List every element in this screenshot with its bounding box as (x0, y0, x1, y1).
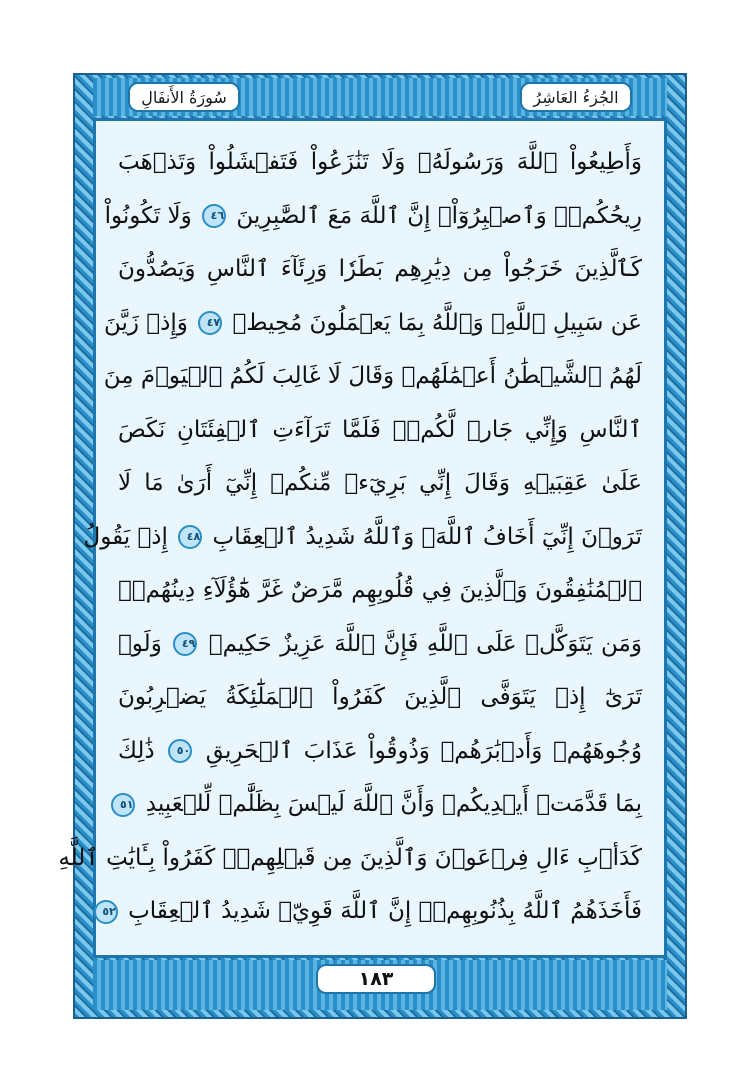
verse-line (118, 408, 642, 452)
verse-text: وُجُوهَهُمۡ وَأَدۡبَٰرَهُمۡ وَذُوقُواْ عَذَابَ ٱلۡحَرِيقِ (195, 737, 642, 764)
ayah-number-marker: ٤٧ (198, 311, 222, 335)
ayah-number-marker: ٤٩ (173, 632, 197, 656)
ayah-number-marker: ٥٢ (94, 900, 118, 924)
verse-line (118, 461, 642, 505)
verse-line (118, 782, 642, 826)
verse-text: عَن سَبِيلِ ٱللَّهِۚ وَٱللَّهُ بِمَا يَعۡمَلُونَ مُحِيطٞ (225, 309, 642, 336)
verse-text: ٱلنَّاسِ وَإِنِّي جَارٞ لَّكُمۡۖ فَلَمَّا تَرَآءَتِ ٱلۡفِئَتَانِ نَكَصَ (118, 416, 642, 443)
ayah-number-marker: ٤٦ (202, 204, 226, 228)
verse-text-continued: ذَٰلِكَ (118, 737, 166, 764)
verse-line (103, 301, 642, 345)
verse-line (118, 622, 642, 666)
verse-text: فَأَخَذَهُمُ ٱللَّهُ بِذُنُوبِهِمۡۚ إِنَّ ٱللَّهَ قَوِيّٞ شَدِيدُ ٱلۡعِقَابِ (120, 898, 642, 924)
verse-text: وَمَن يَتَوَكَّلۡ عَلَى ٱللَّهِ فَإِنَّ ٱللَّهَ عَزِيزٌ حَكِيمٞ (200, 630, 642, 657)
verse-text: كَٱلَّذِينَ خَرَجُواْ مِن دِيَٰرِهِم بَطَرٗا وَرِئَآءَ ٱلنَّاسِ وَيَصُدُّونَ (118, 256, 642, 282)
ayah-number-marker: ٥٠ (168, 739, 192, 763)
verse-text: ٱلۡمُنَٰفِقُونَ وَٱلَّذِينَ فِي قُلُوبِهِم مَّرَضٌ غَرَّ هَٰٓؤُلَآءِ دِينُهُمۡۗ (118, 577, 642, 603)
verse-text: وَأَطِيعُواْ ٱللَّهَ وَرَسُولَهُۥ وَلَا تَنَٰزَعُواْ فَتَفۡشَلُواْ وَتَذۡهَبَ (118, 149, 642, 175)
verse-text-continued: وَلَا تَكُونُواْ (104, 202, 200, 229)
verse-line (103, 354, 642, 398)
verse-line (118, 247, 642, 291)
page-number: ١٨٣ (316, 964, 436, 994)
verse-line (118, 729, 642, 773)
verse-text: لَهُمُ ٱلشَّيۡطَٰنُ أَعۡمَٰلَهُمۡ وَقَالَ لَا غَالِبَ لَكُمُ ٱلۡيَوۡمَ مِنَ (103, 363, 642, 389)
verse-line (118, 568, 642, 612)
verse-line (104, 194, 642, 238)
verse-text: رِيحُكُمۡۖ وَٱصۡبِرُوٓاْۚ إِنَّ ٱللَّهَ مَعَ ٱلصَّٰبِرِينَ (229, 202, 642, 229)
verse-line (58, 836, 642, 880)
verse-text: تَرَىٰٓ إِذۡ يَتَوَفَّى ٱلَّذِينَ كَفَرُواْ ٱلۡمَلَٰٓئِكَةُ يَضۡرِبُونَ (118, 684, 642, 710)
verse-text: كَدَأۡبِ ءَالِ فِرۡعَوۡنَ وَٱلَّذِينَ مِن قَبۡلِهِمۡۚ كَفَرُواْ بِـَٔايَٰتِ ٱللَّهِ (58, 844, 642, 871)
ayah-number-marker: ٤٨ (178, 525, 202, 549)
verse-text-continued: وَإِذۡ زَيَّنَ (103, 309, 196, 336)
verse-text: تَرَوۡنَ إِنِّيٓ أَخَافُ ٱللَّهَۚ وَٱللَّهُ شَدِيدُ ٱلۡعِقَابِ (205, 523, 642, 550)
verse-line (118, 140, 642, 184)
verse-line (83, 515, 642, 559)
ayah-number-marker: ٥١ (111, 793, 135, 817)
verse-text-continued: إِذۡ يَقُولُ (83, 523, 176, 550)
verse-line (102, 889, 642, 933)
surah-title: سُورَةُ الأَنفَالِ (128, 82, 240, 112)
verse-text-continued: وَلَوۡ (118, 630, 171, 657)
verse-line (118, 675, 642, 719)
juz-title: الجُزءُ العَاشِرُ (520, 82, 632, 112)
verse-text: بِمَا قَدَّمَتۡ أَيۡدِيكُمۡ وَأَنَّ ٱللَّهَ لَيۡسَ بِظَلَّٰمٖ لِّلۡعَبِيدِ (138, 791, 642, 817)
verse-text: عَلَىٰ عَقِبَيۡهِ وَقَالَ إِنِّي بَرِيٓءٞ مِّنكُمۡ إِنِّيٓ أَرَىٰ مَا لَا (118, 470, 642, 496)
